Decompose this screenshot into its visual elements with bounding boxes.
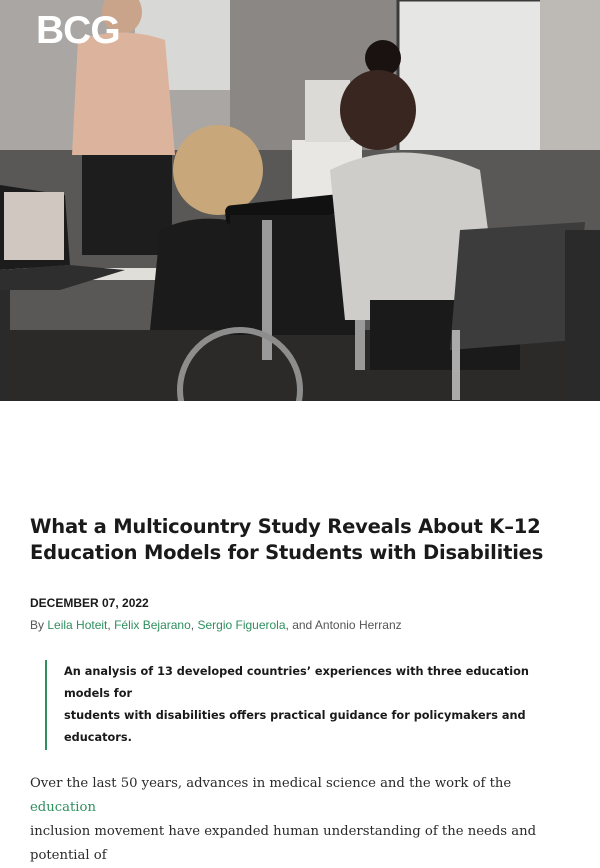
byline <box>30 618 570 632</box>
byline-prefix: By <box>30 618 45 632</box>
hero-image <box>0 0 600 401</box>
byline-separator: , <box>190 618 198 632</box>
body-text: Over the last 50 years, advances in medical science and the work of the <box>30 776 512 791</box>
summary-line-1: An analysis of 13 developed countries’ experiences with three education models for <box>64 665 529 700</box>
education-link[interactable]: education <box>30 800 96 815</box>
body-text: inclusion movement have expanded human understanding of the needs and potential of <box>30 824 537 863</box>
article-summary <box>45 660 570 750</box>
title-line-2: Education Models for Students with Disabilities <box>30 541 544 564</box>
byline-separator: , and <box>285 618 315 632</box>
byline-separator: , <box>107 618 115 632</box>
publish-date: DECEMBER 07, 2022 <box>30 596 149 610</box>
author-antonio-herranz: Antonio Herranz <box>314 618 402 632</box>
bcg-logo[interactable]: BCG <box>36 9 120 52</box>
title-line-1: What a Multicountry Study Reveals About K–12 <box>30 515 541 538</box>
author-link-leila-hoteit[interactable]: Leila Hoteit <box>47 618 108 632</box>
summary-line-2: students with disabilities offers practical guidance for policymakers and educators. <box>64 709 526 744</box>
author-link-felix-bejarano[interactable]: Félix Bejarano <box>114 618 191 632</box>
article-title <box>30 514 570 566</box>
author-link-sergio-figuerola[interactable]: Sergio Figuerola <box>197 618 286 632</box>
article <box>30 514 570 868</box>
classroom-photo <box>0 0 600 401</box>
article-body <box>30 772 570 868</box>
